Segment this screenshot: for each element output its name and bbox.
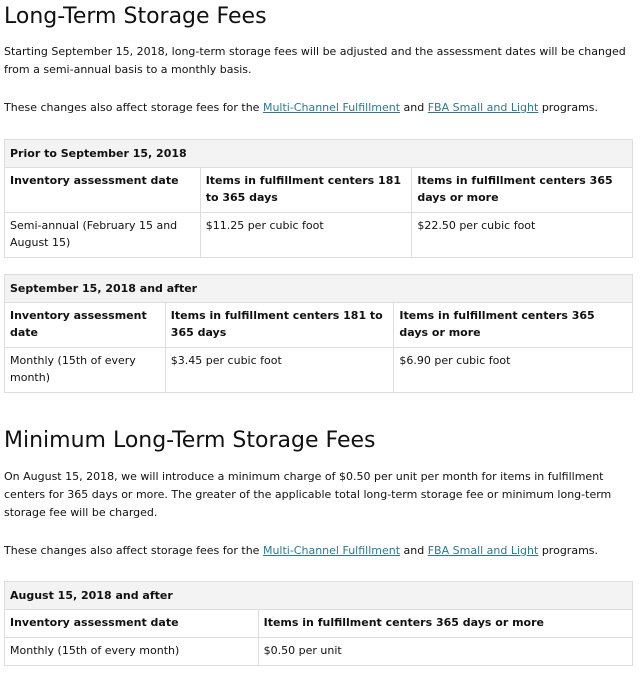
multi-channel-fulfillment-link[interactable]: Multi-Channel Fulfillment bbox=[262, 101, 401, 114]
table-cell: $3.45 per cubic foot bbox=[165, 348, 394, 393]
programs-note-2 bbox=[4, 542, 636, 560]
table-header-row bbox=[5, 610, 633, 638]
multi-channel-fulfillment-link-2[interactable]: Multi-Channel Fulfillment bbox=[262, 544, 401, 557]
table-caption-row bbox=[5, 140, 633, 168]
table-cell: Semi-annual (February 15 and August 15) bbox=[5, 213, 201, 258]
fees-table-minimum bbox=[4, 581, 633, 666]
programs-note-prefix: These changes also affect storage fees for the bbox=[4, 544, 263, 557]
table-header-row bbox=[5, 303, 633, 348]
table-caption: August 15, 2018 and after bbox=[5, 582, 633, 610]
programs-note-suffix: programs. bbox=[538, 101, 599, 114]
fees-table-after bbox=[4, 274, 633, 393]
programs-note-and: and bbox=[400, 544, 428, 557]
intro-paragraph: Starting September 15, 2018, long-term storage fees will be adjusted and the assessment dates will be changed from a semi-annual basis to a monthly basis. bbox=[4, 45, 626, 76]
minimum-intro-paragraph: On August 15, 2018, we will introduce a minimum charge of $0.50 per unit per month for items in fulfillment centers for 365 days or more. The greater of the applicable total long-term storage fee or minimum long-term storage fee will be charged. bbox=[4, 470, 612, 519]
table-cell: Monthly (15th of every month) bbox=[5, 348, 166, 393]
column-header: Items in fulfillment centers 181 to 365 days bbox=[200, 168, 412, 213]
programs-note-prefix: These changes also affect storage fees for the bbox=[4, 101, 263, 114]
programs-note bbox=[4, 99, 636, 117]
column-header: Items in fulfillment centers 365 days or more bbox=[394, 303, 633, 348]
table-cell: Monthly (15th of every month) bbox=[5, 638, 259, 666]
fba-small-and-light-link[interactable]: FBA Small and Light bbox=[427, 101, 539, 114]
table-row bbox=[5, 348, 633, 393]
table-header-row bbox=[5, 168, 633, 213]
table-caption: Prior to September 15, 2018 bbox=[5, 140, 633, 168]
table-cell: $0.50 per unit bbox=[258, 638, 632, 666]
table-caption-row bbox=[5, 275, 633, 303]
programs-note-and: and bbox=[400, 101, 428, 114]
column-header: Items in fulfillment centers 365 days or more bbox=[412, 168, 633, 213]
table-caption: September 15, 2018 and after bbox=[5, 275, 633, 303]
section-title-long-term-storage-fees: Long-Term Storage Fees bbox=[4, 4, 267, 29]
column-header: Inventory assessment date bbox=[5, 168, 201, 213]
section-title-minimum-long-term-storage-fees: Minimum Long-Term Storage Fees bbox=[4, 428, 376, 453]
table-caption-row bbox=[5, 582, 633, 610]
column-header: Items in fulfillment centers 365 days or more bbox=[258, 610, 632, 638]
table-cell: $22.50 per cubic foot bbox=[412, 213, 633, 258]
fees-table-prior bbox=[4, 139, 633, 258]
table-row bbox=[5, 638, 633, 666]
programs-note-suffix: programs. bbox=[538, 544, 599, 557]
table-row bbox=[5, 213, 633, 258]
table-cell: $11.25 per cubic foot bbox=[200, 213, 412, 258]
table-cell: $6.90 per cubic foot bbox=[394, 348, 633, 393]
column-header: Inventory assessment date bbox=[5, 303, 166, 348]
column-header: Inventory assessment date bbox=[5, 610, 259, 638]
column-header: Items in fulfillment centers 181 to 365 days bbox=[165, 303, 394, 348]
fba-small-and-light-link-2[interactable]: FBA Small and Light bbox=[427, 544, 539, 557]
